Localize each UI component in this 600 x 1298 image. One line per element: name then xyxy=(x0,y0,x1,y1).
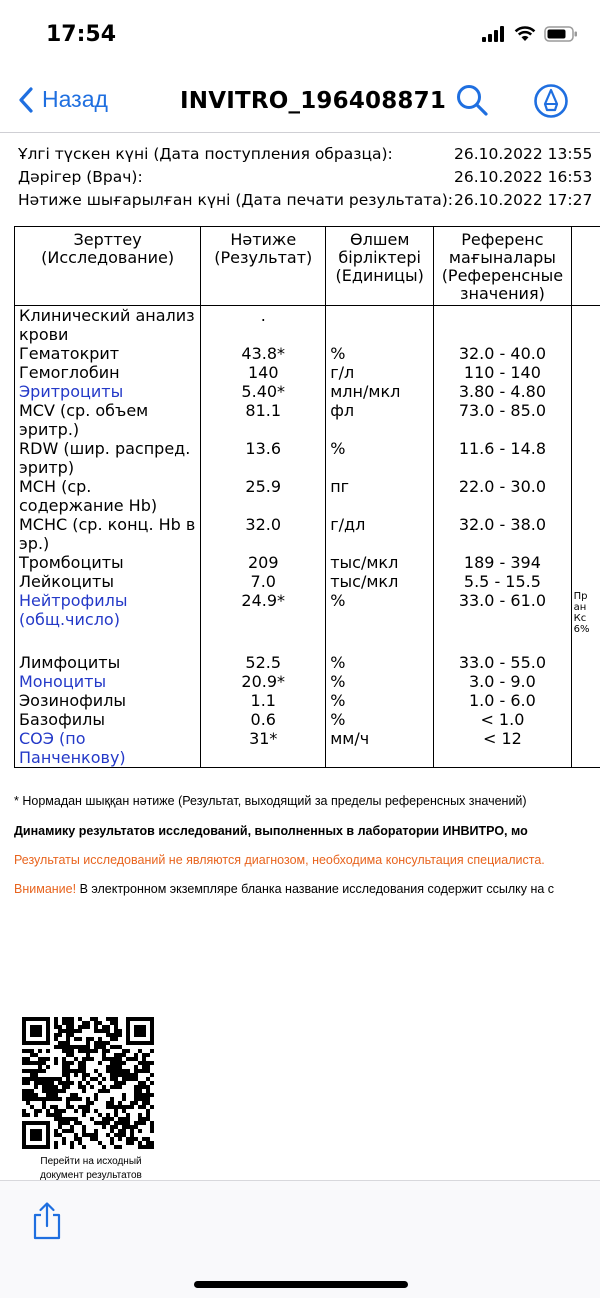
row-name: MCH (ср. содержание Hb) xyxy=(15,477,201,515)
back-label: Назад xyxy=(42,86,108,113)
row-result: 25.9 xyxy=(201,477,326,515)
row-reference: 3.80 - 4.80 xyxy=(434,382,571,401)
row-name: Лимфоциты xyxy=(15,653,201,672)
row-name[interactable]: Моноциты xyxy=(15,672,201,691)
back-button[interactable] xyxy=(18,86,108,113)
row-reference: 189 - 394 xyxy=(434,553,571,572)
row-result: 20.9* xyxy=(201,672,326,691)
row-comment xyxy=(571,344,600,363)
cellular-signal-icon xyxy=(482,26,506,42)
disclaimer-note: Результаты исследований не являются диагнозом, необходима консультация специалиста. xyxy=(14,853,545,867)
row-reference: 73.0 - 85.0 xyxy=(434,401,571,439)
row-name: Эозинофилы xyxy=(15,691,201,710)
row-reference: 32.0 - 40.0 xyxy=(434,344,571,363)
row-reference: 1.0 - 6.0 xyxy=(434,691,571,710)
table-row xyxy=(15,382,600,401)
row-name: Гемоглобин xyxy=(15,363,201,382)
row-name[interactable]: Эритроциты xyxy=(15,382,201,401)
status-icons xyxy=(482,26,578,42)
footnote: * Нормадан шыққан нәтиже (Результат, выходящий за пределы референсных значений) xyxy=(14,794,527,808)
share-button[interactable] xyxy=(30,1201,64,1246)
row-reference: < 12 xyxy=(434,729,571,768)
row-comment xyxy=(571,672,600,691)
row-name: Лейкоциты xyxy=(15,572,201,591)
row-unit: % xyxy=(326,344,434,363)
row-comment xyxy=(571,363,600,382)
table-row xyxy=(15,477,600,515)
row-result: 24.9* xyxy=(201,591,326,653)
table-row xyxy=(15,306,600,345)
attention-label: Внимание! xyxy=(14,882,76,896)
row-comment xyxy=(571,691,600,710)
meta-value-sample-received: 26.10.2022 13:55 xyxy=(454,145,592,163)
row-comment xyxy=(571,729,600,768)
row-name: Гематокрит xyxy=(15,344,201,363)
row-result: 32.0 xyxy=(201,515,326,553)
header-investigation: Зерттеу (Исследование) xyxy=(15,227,201,306)
attention-note xyxy=(14,882,554,896)
row-comment xyxy=(571,306,600,345)
row-result: 0.6 xyxy=(201,710,326,729)
table-row xyxy=(15,363,600,382)
row-comment xyxy=(571,477,600,515)
row-reference xyxy=(434,306,571,345)
row-reference: 110 - 140 xyxy=(434,363,571,382)
row-result: 7.0 xyxy=(201,572,326,591)
header-units: Өлшем бірліктері (Единицы) xyxy=(326,227,434,306)
row-name: Клинический анализ крови xyxy=(15,306,201,345)
search-button[interactable] xyxy=(454,82,490,123)
qr-caption[interactable]: Перейти на исходный документ результатов xyxy=(26,1155,156,1180)
meta-value-doctor: 26.10.2022 16:53 xyxy=(454,168,592,186)
row-result: 209 xyxy=(201,553,326,572)
status-bar xyxy=(0,0,600,70)
row-unit: % xyxy=(326,591,434,653)
results-table xyxy=(14,226,600,768)
meta-label-print-date: Нәтиже шығарылған күні (Дата печати результата): xyxy=(18,191,453,209)
row-comment xyxy=(571,553,600,572)
row-unit: % xyxy=(326,439,434,477)
row-name: MCV (ср. объем эритр.) xyxy=(15,401,201,439)
row-result: 52.5 xyxy=(201,653,326,672)
markup-button[interactable] xyxy=(532,82,570,125)
row-name[interactable]: СОЭ (по Панченкову) xyxy=(15,729,201,768)
table-row xyxy=(15,439,600,477)
row-name: Тромбоциты xyxy=(15,553,201,572)
markup-pen-icon xyxy=(532,82,570,120)
row-reference: 33.0 - 61.0 xyxy=(434,591,571,653)
row-unit: % xyxy=(326,691,434,710)
row-name[interactable]: Нейтрофилы (общ.число) xyxy=(15,591,201,653)
row-result: 5.40* xyxy=(201,382,326,401)
document-title: INVITRO_196408871 xyxy=(180,88,446,114)
row-comment-line: 6% xyxy=(574,624,598,635)
chevron-left-icon xyxy=(18,87,34,113)
row-unit: % xyxy=(326,710,434,729)
table-row xyxy=(15,344,600,363)
row-comment xyxy=(571,439,600,477)
row-unit: % xyxy=(326,653,434,672)
row-comment xyxy=(571,653,600,672)
share-icon xyxy=(30,1201,64,1241)
document-viewer[interactable] xyxy=(0,133,600,1180)
table-row xyxy=(15,515,600,553)
row-reference: 33.0 - 55.0 xyxy=(434,653,571,672)
row-unit: тыс/мкл xyxy=(326,572,434,591)
wifi-icon xyxy=(514,26,536,42)
row-comment xyxy=(571,591,600,653)
home-indicator xyxy=(194,1281,408,1288)
row-result: 81.1 xyxy=(201,401,326,439)
row-reference: 3.0 - 9.0 xyxy=(434,672,571,691)
row-unit: г/дл xyxy=(326,515,434,553)
row-unit: фл xyxy=(326,401,434,439)
table-row xyxy=(15,572,600,591)
row-result: 140 xyxy=(201,363,326,382)
table-row xyxy=(15,653,600,672)
row-comment xyxy=(571,382,600,401)
battery-icon xyxy=(544,26,578,42)
row-unit xyxy=(326,306,434,345)
row-result: 13.6 xyxy=(201,439,326,477)
row-name: Базофилы xyxy=(15,710,201,729)
header-result: Нәтиже (Результат) xyxy=(201,227,326,306)
navigation-bar xyxy=(0,72,600,133)
dynamics-note: Динамику результатов исследований, выполненных в лаборатории ИНВИТРО, мо xyxy=(14,824,528,838)
row-comment-line: Пр xyxy=(574,591,598,602)
row-comment xyxy=(571,401,600,439)
meta-label-sample-received: Ұлгі түскен күні (Дата поступления образца): xyxy=(18,145,393,163)
row-reference: 32.0 - 38.0 xyxy=(434,515,571,553)
qr-code[interactable] xyxy=(22,1017,154,1149)
row-unit: г/л xyxy=(326,363,434,382)
row-reference: 11.6 - 14.8 xyxy=(434,439,571,477)
row-reference: < 1.0 xyxy=(434,710,571,729)
row-comment xyxy=(571,572,600,591)
row-unit: млн/мкл xyxy=(326,382,434,401)
row-comment xyxy=(571,710,600,729)
table-row xyxy=(15,691,600,710)
row-unit: пг xyxy=(326,477,434,515)
attention-text: В электронном экземпляре бланка название исследования содержит ссылку на с xyxy=(76,882,554,896)
table-header-row xyxy=(15,227,600,306)
row-name: RDW (шир. распред. эритр) xyxy=(15,439,201,477)
table-row xyxy=(15,401,600,439)
header-comment xyxy=(571,227,600,306)
status-time: 17:54 xyxy=(46,22,116,47)
row-unit: тыс/мкл xyxy=(326,553,434,572)
table-row xyxy=(15,710,600,729)
search-icon xyxy=(454,82,490,118)
row-comment-line: ан xyxy=(574,602,598,613)
row-comment xyxy=(571,515,600,553)
header-reference: Референс мағыналары (Референсные значения) xyxy=(434,227,571,306)
row-unit: % xyxy=(326,672,434,691)
row-unit: мм/ч xyxy=(326,729,434,768)
meta-label-doctor: Дәрігер (Врач): xyxy=(18,168,143,186)
bottom-toolbar xyxy=(0,1180,600,1298)
row-result: 1.1 xyxy=(201,691,326,710)
table-row xyxy=(15,672,600,691)
table-row xyxy=(15,553,600,572)
row-result: 43.8* xyxy=(201,344,326,363)
row-reference: 22.0 - 30.0 xyxy=(434,477,571,515)
table-row xyxy=(15,591,600,653)
row-comment-line: Кс xyxy=(574,613,598,624)
row-result: . xyxy=(201,306,326,345)
row-name: MCHC (ср. конц. Hb в эр.) xyxy=(15,515,201,553)
meta-value-print-date: 26.10.2022 17:27 xyxy=(454,191,592,209)
row-reference: 5.5 - 15.5 xyxy=(434,572,571,591)
table-row xyxy=(15,729,600,768)
row-result: 31* xyxy=(201,729,326,768)
